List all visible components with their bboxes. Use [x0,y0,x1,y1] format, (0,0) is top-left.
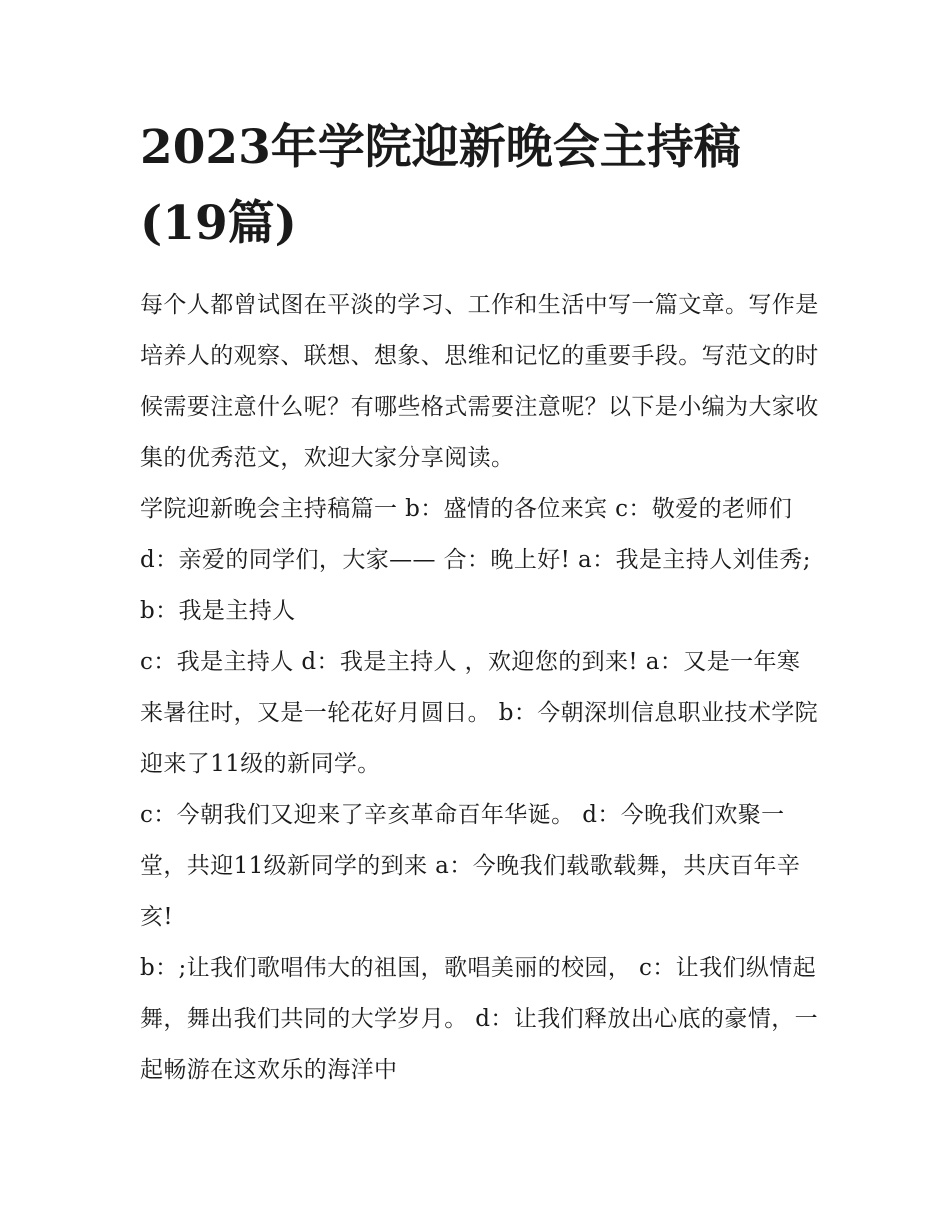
paragraph-welcome: c：我是主持人 d：我是主持人 ，欢迎您的到来! a：又是一年寒来暑往时，又是一轮花好月圆日。 b：今朝深圳信息职业技术学院迎来了11级的新同学。 [140,649,819,777]
document-body [140,280,820,1096]
paragraph-opening: 学院迎新晚会主持稿篇一 b：盛情的各位来宾 c：敬爱的老师们 d：亲爱的同学们，大家—— 合：晚上好! a：我是主持人刘佳秀; b：我是主持人 [140,496,811,624]
title-line-1: 2023年学院迎新晚会主持稿 [140,120,741,175]
paragraph-intro: 每个人都曾试图在平淡的学习、工作和生活中写一篇文章。写作是培养人的观察、联想、想象、思维和记忆的重要手段。写范文的时候需要注意什么呢？有哪些格式需要注意呢？以下是小编为大家收集的优秀范文，欢迎大家分享阅读。 [140,292,819,471]
document-title [140,110,830,262]
paragraph-song-dance: b：;让我们歌唱伟大的祖国，歌唱美丽的校园， c：让我们纵情起舞，舞出我们共同的大学岁月。 d：让我们释放出心底的豪情，一起畅游在这欢乐的海洋中 [140,955,819,1083]
paragraph-celebration: c：今朝我们又迎来了辛亥革命百年华诞。 d：今晚我们欢聚一堂，共迎11级新同学的到来 a：今晚我们载歌载舞，共庆百年辛亥! [140,802,801,930]
title-line-2: (19篇) [140,196,297,251]
